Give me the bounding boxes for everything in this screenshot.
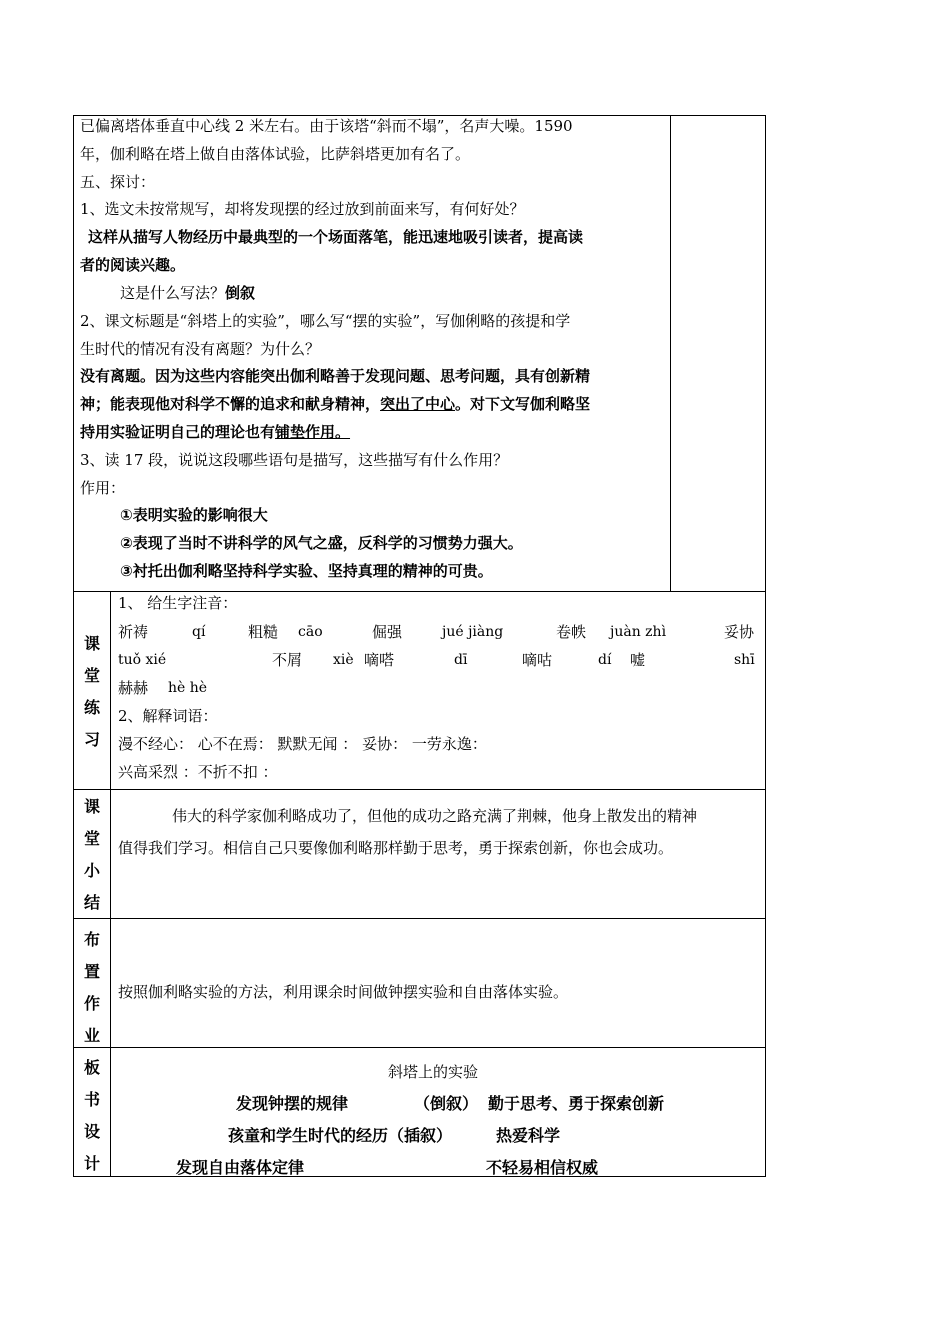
board-text: （倒叙） [414, 1094, 479, 1113]
row-divider-board [73, 1047, 766, 1048]
label-char: 设 [83, 1122, 100, 1141]
practice-task-2: 2、解释词语： [118, 707, 218, 725]
row-label-practice [74, 634, 110, 762]
pinyin: shī [734, 652, 755, 668]
label-char: 板 [83, 1058, 100, 1077]
answer-2 [80, 394, 590, 414]
question-1: 1、选文未按常规写，却将发现摆的经过放到前面来写，有何好处？ [80, 200, 525, 218]
label-char: 布 [83, 930, 100, 949]
board-text: 发现自由落体定律 [176, 1158, 305, 1177]
pinyin: dí [598, 652, 612, 668]
answer-2 [80, 422, 350, 442]
answer-text: 倒叙 [225, 284, 256, 302]
label-char: 堂 [83, 666, 100, 685]
board-text: 发现钟摆的规律 [236, 1094, 349, 1113]
row-divider-practice [73, 591, 766, 592]
practice-word: 祈祷 [118, 623, 149, 641]
pinyin: hè hè [168, 680, 208, 696]
vocabulary-line: 漫不经心： 心不在焉： 默默无闻 ： 妥协： 一劳永逸： [118, 735, 487, 753]
board-text: 孩童和学生时代的经历（插叙） [228, 1126, 453, 1145]
pinyin: juàn zhì [610, 624, 667, 640]
practice-word: 嘘 [630, 651, 646, 669]
homework-text: 按照伽利略实验的方法，利用课余时间做钟摆实验和自由落体实验。 [118, 983, 569, 1001]
question-2: 生时代的情况有没有离题？为什么？ [80, 340, 321, 358]
question-text: 这是什么写法？ [120, 284, 226, 302]
practice-word: 粗糙 [248, 623, 279, 641]
pinyin: dī [454, 652, 468, 668]
pinyin: tuǒ xié [118, 652, 167, 668]
label-char: 练 [83, 698, 100, 717]
label-char: 小 [83, 861, 100, 880]
effect-item: ②表现了当时不讲科学的风气之盛，反科学的习惯势力强大。 [120, 534, 523, 552]
answer-2: 没有离题。因为这些内容能突出伽利略善于发现问题、思考问题，具有创新精 [80, 367, 591, 385]
vocabulary-line: 兴高采烈 ：不折不扣 ： [118, 763, 278, 781]
row-label-board [74, 1058, 110, 1186]
effect-item: ①表明实验的影响很大 [120, 506, 268, 524]
board-text: 热爱科学 [496, 1126, 561, 1145]
effect-label: 作用： [80, 479, 126, 497]
practice-word: 妥协 [724, 623, 755, 641]
paragraph-line: 已偏离塔体垂直中心线 2 米左右。由于该塔“斜而不塌”，名声大噪。1590 [80, 117, 573, 135]
label-char: 课 [83, 634, 100, 653]
practice-word: 赫赫 [118, 679, 149, 697]
board-title: 斜塔上的实验 [388, 1063, 479, 1081]
label-char: 堂 [83, 829, 100, 848]
pinyin: jué jiàng [442, 624, 504, 640]
pinyin: cāo [298, 624, 323, 640]
section-heading: 五、探讨： [80, 173, 156, 191]
label-column-border [110, 591, 111, 1177]
label-char: 业 [83, 1026, 100, 1045]
answer-1: 者的阅读兴趣。 [80, 256, 186, 274]
board-text: 不轻易相信权威 [486, 1158, 599, 1177]
practice-word: 倔强 [372, 623, 403, 641]
board-text: 勤于思考、勇于探索创新 [488, 1094, 665, 1113]
practice-word: 嘀嗒 [364, 651, 395, 669]
answer-text: 持用实验证明自己的理论也有 [80, 423, 276, 441]
label-char: 课 [83, 797, 100, 816]
pinyin: qí [192, 624, 206, 640]
practice-word: 不屑 [272, 651, 303, 669]
label-char: 书 [83, 1090, 100, 1109]
question-2: 2、课文标题是“斜塔上的实验”，哪么写“摆的实验”，写伽俐略的孩提和学 [80, 312, 571, 330]
practice-word: 嘀咕 [522, 651, 553, 669]
label-char: 习 [83, 730, 100, 749]
effect-item: ③衬托出伽利略坚持科学实验、坚持真理的精神的可贵。 [120, 562, 493, 580]
answer-text: 。对下文写伽利略坚 [455, 395, 591, 413]
answer-1: 这样从描写人物经历中最典型的一个场面落笔，能迅速地吸引读者，提高读 [88, 228, 584, 246]
underlined-text: 铺垫作用。 [275, 423, 351, 441]
row-divider-summary [73, 789, 766, 790]
practice-word: 卷帙 [556, 623, 587, 641]
answer-text: 神；能表现他对科学不懈的追求和献身精神， [80, 395, 381, 413]
label-char: 结 [83, 893, 100, 912]
question-1b [120, 283, 255, 303]
label-char: 计 [83, 1154, 100, 1173]
notes-column-border [670, 115, 671, 591]
label-char: 作 [83, 994, 100, 1013]
question-3: 3、读 17 段，说说这段哪些语句是描写，这些描写有什么作用？ [80, 451, 509, 469]
label-char: 置 [83, 962, 100, 981]
row-label-homework [74, 930, 110, 1058]
row-divider-homework [73, 918, 766, 919]
table-right-border [765, 115, 766, 1177]
row-label-summary [74, 797, 110, 925]
summary-text: 值得我们学习。相信自己只要像伽利略那样勤于思考，勇于探索创新，你也会成功。 [118, 839, 674, 857]
practice-task-1: 1、 给生字注音： [118, 594, 238, 612]
paragraph-line: 年，伽利略在塔上做自由落体试验，比萨斜塔更加有名了。 [80, 145, 471, 163]
underlined-text: 突出了中心 [380, 395, 456, 413]
summary-text: 伟大的科学家伽利略成功了，但他的成功之路充满了荆棘，他身上散发出的精神 [172, 807, 698, 825]
pinyin: xiè [333, 652, 354, 668]
